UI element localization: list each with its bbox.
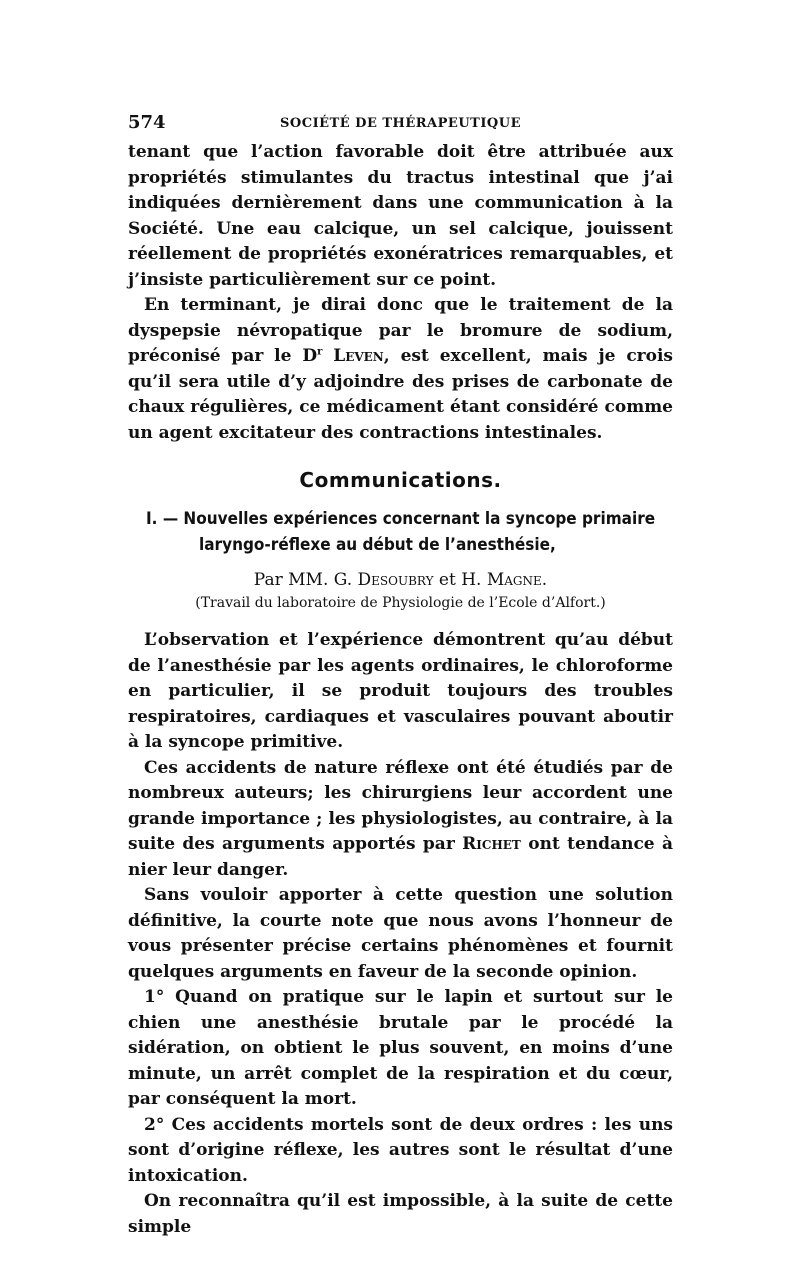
doctor-superscript: r [317,346,323,358]
page [128,112,673,1240]
body-paragraph-6: On reconnaîtra qu’il est impossible, à la suite de cette simple [128,1191,673,1237]
article-title-line-2: laryngo-réflexe au début de l’anesthésie, [199,535,556,555]
body-paragraph-3: Sans vouloir apporter à cette question une solution définitive, la courte note que nous avons l’honneur de vous présenter précise certains phénomènes et fournit quelques arguments en faveur de la seconde opinion. [128,885,673,982]
article-authors [128,568,673,592]
intro-paragraph-1: tenant que l’action favorable doit être attribuée aux propriétés stimulantes du tractus intestinal que j’ai indiquées dernièrement dans une communication à la Société. Une eau calcique, un sel calcique, jouissent réellement de propriétés exonératrices remarquables, et j’insiste particulièrement sur ce point. [128,142,673,290]
author-magne: Magne [486,570,542,590]
body-paragraph-1: L’observation et l’expérience démontrent qu’au début de l’anesthésie par les agents ordinaires, le chloroforme en particulier, il se produit toujours des troubles respiratoires, cardiaques et vasculaires pouvant aboutir à la syncope primitive. [128,630,673,752]
article-title-line-1: I. — Nouvelles expériences concernant la syncope primaire [146,509,656,529]
author-name-richet: Richet [462,834,521,854]
running-title: SOCIÉTÉ DE THÉRAPEUTIQUE [280,116,521,131]
authors-middle: et H. [433,570,487,590]
body-paragraph-2 [128,756,673,884]
page-number: 574 [128,112,166,133]
running-head [128,112,673,140]
body-paragraph-5: 2° Ces accidents mortels sont de deux ordres : les uns sont d’origine réflexe, les autres sont le résultat d’une intoxication. [128,1114,673,1186]
intro-paragraph-2-end: , est excellent, mais je crois qu’il sera utile d’y adjoindre des prises de carbonate de chaux régulières, ce médicament étant considéré comme un agent excitateur des contractions intestinales. [128,346,674,443]
section-heading: Communications. [299,468,502,492]
article-body [128,628,673,1240]
body-paragraph-4: 1° Quand on pratique sur le lapin et surtout sur le chien une anesthésie brutale par le procédé la sidération, on obtient le plus souvent, en moins d’une minute, un arrêt complet de la respiration et du cœur, par conséquent la mort. [128,987,673,1109]
body-paragraph-2-end: ont tendance à nier leur danger. [128,834,673,880]
author-desoubry: Desoubry [357,570,434,590]
authors-suffix: . [541,570,548,590]
intro-paragraph-2-start: En terminant, je dirai donc que le traitement de la dyspepsie névropatique par le bromure de sodium, préconisé par le D [128,295,673,366]
intro-paragraph-2 [128,293,673,446]
authors-prefix: Par MM. G. [253,570,358,590]
article-title [128,506,673,558]
author-name-leven: Leven [333,346,384,366]
body-paragraph-2-start: Ces accidents de nature réflexe ont été étudiés par de nombreux auteurs; les chirurgiens leur accordent une grande importance ; les physiologistes, au contraire, à la suite des arguments apportés par [128,757,673,854]
article-institution: (Travail du laboratoire de Physiologie de l’Ecole d’Alfort.) [195,595,606,611]
